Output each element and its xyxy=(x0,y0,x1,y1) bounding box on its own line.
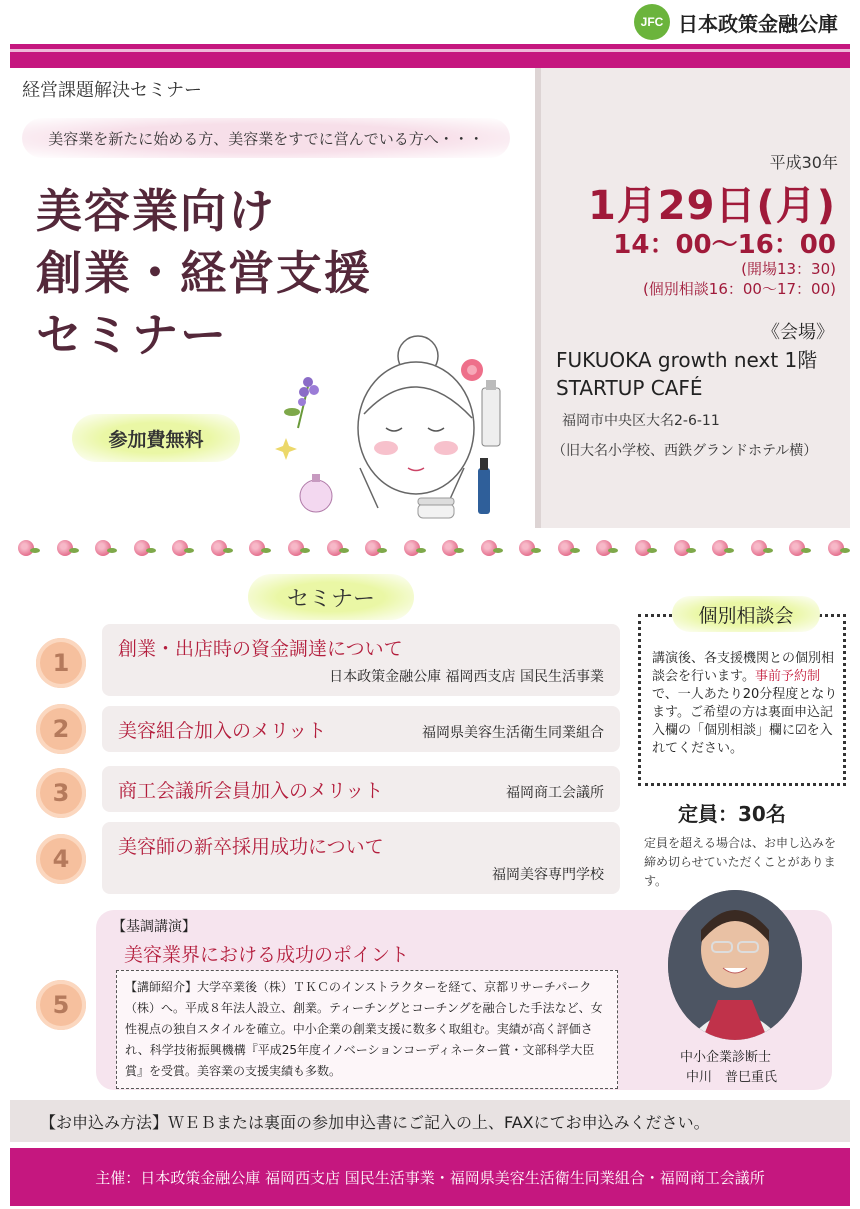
flower-icon xyxy=(519,540,535,556)
flower-icon xyxy=(95,540,111,556)
session-number-badge: 1 xyxy=(36,638,86,688)
session-card xyxy=(102,706,620,752)
top-band-line xyxy=(10,49,850,52)
flower-icon xyxy=(558,540,574,556)
consult-time: (個別相談16：00～17：00) xyxy=(642,280,836,298)
rose-icon xyxy=(461,359,483,381)
consultation-text-part: で、一人あたり20分程度となります。ご希望の方は裏面申込記入欄の「個別相談」欄に☑を入れてください。 xyxy=(652,687,838,756)
venue-note: （旧大名小学校、西鉄グランドホテル横） xyxy=(552,443,818,459)
reservation-required: 事前予約制 xyxy=(754,669,820,684)
org-brand xyxy=(634,4,838,40)
flower-icon xyxy=(674,540,690,556)
perfume-icon xyxy=(300,474,332,512)
flower-icon xyxy=(211,540,227,556)
target-audience: 美容業を新たに始める方、美容業をすでに営んでいる方へ・・・ xyxy=(22,118,510,158)
lavender-icon xyxy=(284,377,319,428)
flower-icon xyxy=(172,540,188,556)
flower-icon xyxy=(327,540,343,556)
title-line: 美容業向け xyxy=(36,184,276,238)
seminar-heading: セミナー xyxy=(248,574,414,620)
venue-address: 福岡市中央区大名2-6-11 xyxy=(562,413,720,429)
venue-cafe: STARTUP CAFÉ xyxy=(556,376,703,400)
speaker-bio: 【講師紹介】大学卒業後（株）ＴＫＣのインストラクターを経て、京都リサーチパーク（株）へ。平成８年法人設立、創業。ティーチングとコーチングを融合した手法など、女性視点の独自スタイルを確立。中小企業の創業支援に数多く取組む。実績が高く評価され、科学技術振興機構『平成25年度イノベーションコーディネーター賞・文部科学大臣賞』を受賞。美容業の支援実績も多数。 xyxy=(116,970,618,1089)
org-name: 日本政策金融公庫 xyxy=(678,11,838,36)
flower-icon xyxy=(828,540,844,556)
event-time: 14：00～16：00 xyxy=(613,230,836,260)
flower-icon xyxy=(249,540,265,556)
speaker-title: 中小企業診断士 xyxy=(680,1050,772,1065)
flower-icon xyxy=(404,540,420,556)
flower-icon xyxy=(481,540,497,556)
series-label: 経営課題解決セミナー xyxy=(22,80,202,101)
jfc-logo: JFC xyxy=(634,4,670,40)
flower-icon xyxy=(134,540,150,556)
session-org: 日本政策金融公庫 福岡西支店 国民生活事業 xyxy=(329,669,604,685)
speaker-name: 中川 普巳重氏 xyxy=(686,1070,778,1085)
consultation-text xyxy=(652,650,838,758)
flower-border xyxy=(18,535,844,561)
venue-name: FUKUOKA growth next 1階 xyxy=(556,348,818,372)
flower-icon xyxy=(18,540,34,556)
title-line: セミナー xyxy=(36,308,228,362)
keynote-label: 【基調講演】 xyxy=(112,919,196,935)
capacity: 定員：30名 xyxy=(678,802,786,826)
fee-badge: 参加費無料 xyxy=(72,414,240,462)
flower-icon xyxy=(288,540,304,556)
top-band xyxy=(10,44,850,68)
session-number-badge: 4 xyxy=(36,834,86,884)
session-org: 福岡県美容生活衛生同業組合 xyxy=(422,725,604,741)
bottle-icon xyxy=(478,380,500,514)
session-card xyxy=(102,766,620,812)
beauty-illustration xyxy=(268,318,528,533)
consultation-text-part: 講演後、各支援機関との個別相談会を行います。 xyxy=(652,651,835,684)
open-time: (開場13：30) xyxy=(741,260,836,278)
speaker-photo xyxy=(668,890,802,1040)
session-card xyxy=(102,822,620,894)
session-title: 美容師の新卒採用成功について xyxy=(118,836,384,858)
session-number-badge: 2 xyxy=(36,704,86,754)
event-date: 1月29日(月) xyxy=(587,183,836,229)
title-line: 創業・経営支援 xyxy=(36,246,372,300)
host-organizations: 主催：日本政策金融公庫 福岡西支店 国民生活事業・福岡県美容生活衛生同業組合・福岡商工会議所 xyxy=(10,1148,850,1206)
woman-face-icon xyxy=(358,336,474,508)
session-title: 創業・出店時の資金調達について xyxy=(118,638,403,660)
flower-icon xyxy=(442,540,458,556)
flower-icon xyxy=(635,540,651,556)
flower-icon xyxy=(751,540,767,556)
session-number-badge: 3 xyxy=(36,768,86,818)
event-year: 平成30年 xyxy=(769,153,838,172)
session-org: 福岡美容専門学校 xyxy=(492,867,604,883)
venue-label: 《会場》 xyxy=(762,322,834,343)
session-org: 福岡商工会議所 xyxy=(506,785,604,801)
flower-icon xyxy=(596,540,612,556)
keynote-title: 美容業界における成功のポイント xyxy=(124,944,410,966)
session-title: 商工会議所会員加入のメリット xyxy=(118,780,384,802)
flower-icon xyxy=(365,540,381,556)
session-title: 美容組合加入のメリット xyxy=(118,720,327,742)
session-number-badge: 5 xyxy=(36,980,86,1030)
capacity-note: 定員を超える場合は、お申し込みを締め切らせていただくことがあります。 xyxy=(644,836,837,888)
session-card xyxy=(102,624,620,696)
consultation-heading: 個別相談会 xyxy=(672,596,820,632)
cream-jar-icon xyxy=(418,498,454,518)
flower-icon xyxy=(712,540,728,556)
flower-icon xyxy=(789,540,805,556)
flower-icon xyxy=(57,540,73,556)
application-method: 【お申込み方法】ＷＥＢまたは裏面の参加申込書にご記入の上、FAXにてお申込みください。 xyxy=(10,1100,850,1142)
sparkle-icon xyxy=(275,438,297,460)
